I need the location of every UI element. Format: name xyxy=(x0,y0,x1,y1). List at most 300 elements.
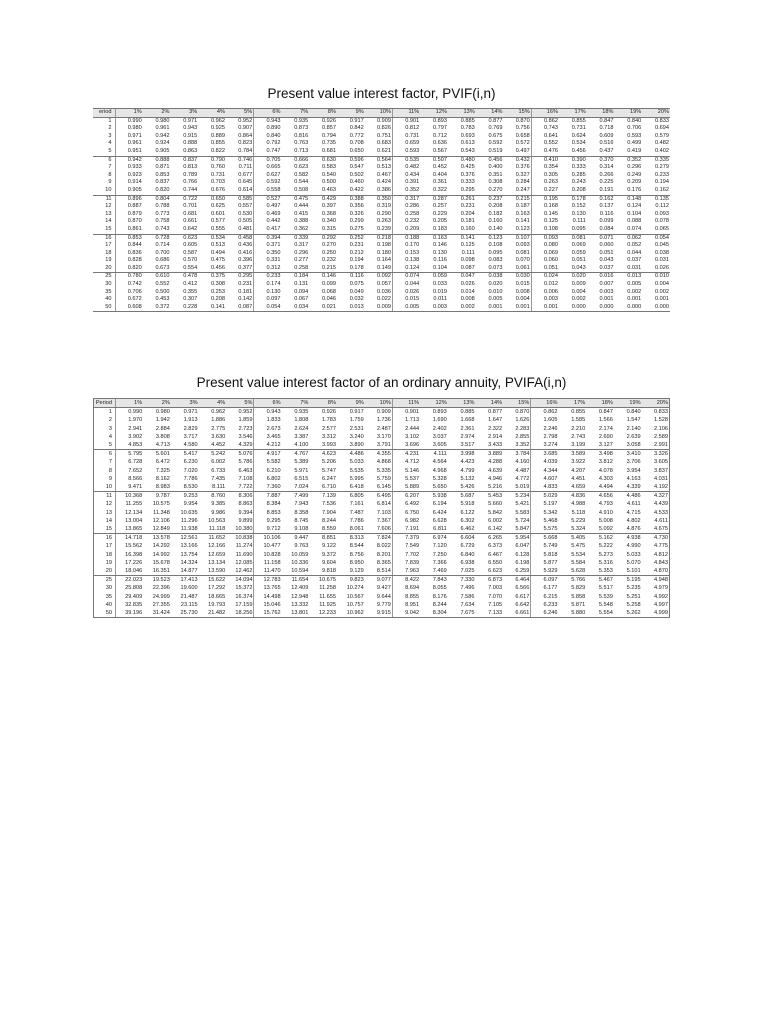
factor-cell: 0.756 xyxy=(515,125,530,132)
factor-cell: 5.076 xyxy=(238,451,253,458)
factor-cell: 0.873 xyxy=(294,125,309,132)
factor-cell: 3.037 xyxy=(432,433,447,440)
factor-cell: 6.424 xyxy=(432,509,447,516)
factor-cell: 0.475 xyxy=(294,195,309,202)
period-cell: 30 xyxy=(105,281,112,288)
factor-cell: 0.951 xyxy=(115,148,143,156)
factor-cell: 0.141 xyxy=(515,218,530,225)
factor-cell: 13.865 xyxy=(116,525,144,534)
factor-cell: 11.470 xyxy=(254,567,282,576)
factor-cell: 0.350 xyxy=(377,195,391,202)
factor-cell: 0.665 xyxy=(254,164,282,172)
factor-cell: 0.377 xyxy=(226,265,254,273)
period-cell: 35 xyxy=(105,288,112,295)
factor-cell: 0.424 xyxy=(377,179,391,186)
factor-cell: 9.108 xyxy=(282,525,310,534)
factor-cell: 4.997 xyxy=(654,601,668,608)
factor-cell: 3.784 xyxy=(515,451,530,458)
factor-cell: 9.129 xyxy=(337,567,365,576)
factor-cell: 0.314 xyxy=(599,164,614,171)
factor-cell: 8.694 xyxy=(392,584,420,592)
factor-cell: 2.974 xyxy=(460,433,475,440)
factor-cell: 0.049 xyxy=(349,288,364,295)
factor-cell: 9.471 xyxy=(116,483,144,492)
factor-cell: 0.746 xyxy=(238,156,253,163)
factor-cell: 0.034 xyxy=(282,304,310,312)
rate-column-header: 3% xyxy=(171,109,199,118)
factor-cell: 4.494 xyxy=(586,483,614,492)
factor-cell: 9.295 xyxy=(254,517,282,525)
factor-cell: 0.011 xyxy=(433,296,447,303)
factor-cell: 0.350 xyxy=(254,250,282,258)
factor-cell: 0.371 xyxy=(254,242,282,250)
period-cell: 25 xyxy=(105,577,112,584)
factor-cell: 2.246 xyxy=(531,425,559,433)
factor-cell: 0.292 xyxy=(322,234,336,241)
factor-cell: 1.913 xyxy=(183,417,198,424)
factor-cell: 8.983 xyxy=(143,483,171,492)
factor-cell: 0.376 xyxy=(515,164,530,171)
factor-cell: 0.887 xyxy=(115,203,143,211)
factor-cell: 0.901 xyxy=(392,408,420,417)
factor-cell: 0.209 xyxy=(627,179,642,186)
rate-column-header: 10% xyxy=(365,109,393,118)
factor-cell: 11.348 xyxy=(153,509,170,516)
factor-cell: 0.871 xyxy=(155,164,170,171)
factor-cell: 0.131 xyxy=(294,281,309,288)
factor-cell: 0.864 xyxy=(238,132,253,139)
table-row xyxy=(93,172,670,180)
factor-cell: 4.910 xyxy=(598,509,613,516)
factor-cell: 0.005 xyxy=(627,281,642,288)
factor-cell: 0.277 xyxy=(294,257,309,264)
factor-cell: 0.735 xyxy=(322,140,336,147)
factor-cell: 0.037 xyxy=(627,257,642,264)
factor-cell: 9.372 xyxy=(322,551,336,558)
factor-cell: 3.998 xyxy=(460,451,475,458)
factor-cell: 1.759 xyxy=(349,417,364,424)
factor-cell: 2.775 xyxy=(211,425,226,432)
factor-cell: 3.517 xyxy=(448,441,476,450)
rate-column-header: 5% xyxy=(226,399,254,408)
factor-cell: 4.675 xyxy=(642,525,670,534)
factor-cell: 3.993 xyxy=(309,441,337,450)
factor-cell: 2.639 xyxy=(626,433,641,440)
factor-cell: 10.567 xyxy=(346,593,364,600)
factor-cell: 9.712 xyxy=(254,525,282,534)
factor-cell: 3.127 xyxy=(586,441,614,450)
factor-cell: 0.060 xyxy=(599,242,614,249)
factor-cell: 0.083 xyxy=(488,257,503,264)
factor-cell: 0.917 xyxy=(349,117,364,124)
table-row xyxy=(94,584,670,592)
factor-cell: 8.760 xyxy=(211,493,226,500)
factor-cell: 0.149 xyxy=(365,265,393,273)
factor-cell: 0.026 xyxy=(393,289,421,297)
factor-cell: 0.037 xyxy=(587,265,615,273)
period-cell: 17 xyxy=(105,242,112,249)
factor-cell: 0.836 xyxy=(115,250,143,258)
factor-cell: 0.453 xyxy=(155,296,170,303)
factor-cell: 0.961 xyxy=(115,140,143,148)
factor-cell: 0.543 xyxy=(448,148,476,156)
factor-cell: 8.422 xyxy=(392,576,420,585)
factor-cell: 8.201 xyxy=(376,551,391,558)
factor-cell: 0.434 xyxy=(393,172,421,180)
factor-cell: 6.623 xyxy=(475,567,503,576)
factor-cell: 0.675 xyxy=(488,132,503,139)
factor-cell: 3.589 xyxy=(571,451,586,458)
factor-cell: 7.839 xyxy=(392,559,420,567)
rate-column-header: 12% xyxy=(420,399,448,408)
factor-cell: 0.962 xyxy=(211,409,226,416)
period-cell: 9 xyxy=(108,179,112,186)
factor-cell: 0.326 xyxy=(349,210,364,217)
factor-cell: 0.081 xyxy=(515,249,530,256)
factor-cell: 14.292 xyxy=(152,543,170,550)
factor-cell: 0.587 xyxy=(183,249,198,256)
table-row xyxy=(93,133,670,141)
factor-cell: 0.456 xyxy=(488,156,503,163)
factor-cell: 3.170 xyxy=(376,433,391,440)
factor-cell: 11.655 xyxy=(319,593,336,600)
factor-cell: 4.988 xyxy=(571,501,586,508)
factor-cell: 6.002 xyxy=(211,459,226,466)
factor-cell: 4.799 xyxy=(460,467,475,474)
factor-cell: 0.585 xyxy=(238,195,253,202)
factor-cell: 2.487 xyxy=(376,425,391,432)
factor-cell: 0.497 xyxy=(254,203,282,211)
factor-cell: 11.274 xyxy=(235,543,253,550)
table-row xyxy=(93,148,670,156)
factor-cell: 0.681 xyxy=(309,148,337,156)
factor-cell: 5.033 xyxy=(626,551,641,558)
factor-cell: 0.388 xyxy=(294,218,309,225)
factor-cell: 7.536 xyxy=(322,501,336,508)
table-row xyxy=(93,265,670,273)
factor-cell: 1.690 xyxy=(432,417,447,424)
period-cell: 7 xyxy=(108,459,112,466)
factor-cell: 0.352 xyxy=(627,156,642,163)
table-row xyxy=(93,179,670,187)
rate-column-header: 11% xyxy=(393,109,421,118)
factor-cell: 7.379 xyxy=(392,534,420,543)
factor-cell: 7.105 xyxy=(488,601,503,608)
factor-cell: 12.134 xyxy=(116,509,144,517)
factor-cell: 7.487 xyxy=(349,509,364,516)
factor-cell: 3.954 xyxy=(626,467,641,474)
factor-cell: 7.330 xyxy=(460,577,475,584)
factor-cell: 0.642 xyxy=(171,226,199,234)
factor-cell: 5.229 xyxy=(571,517,586,524)
factor-cell: 0.706 xyxy=(115,289,143,297)
period-cell: 5 xyxy=(93,148,115,156)
factor-cell: 10.336 xyxy=(291,559,309,566)
factor-cell: 0.019 xyxy=(433,288,447,295)
factor-cell: 0.078 xyxy=(655,218,669,225)
factor-cell: 5.197 xyxy=(531,500,559,508)
factor-cell: 0.658 xyxy=(515,132,530,139)
factor-cell: 0.231 xyxy=(238,281,253,288)
table-row xyxy=(93,140,670,148)
factor-cell: 4.329 xyxy=(226,441,254,450)
period-cell: 8 xyxy=(108,467,112,474)
factor-cell: 0.828 xyxy=(115,257,143,265)
factor-cell: 0.458 xyxy=(238,234,253,241)
factor-cell: 0.905 xyxy=(115,187,143,195)
factor-cell: 2.624 xyxy=(294,425,309,432)
factor-cell: 0.339 xyxy=(294,234,309,241)
factor-cell: 6.642 xyxy=(515,601,530,608)
factor-cell: 5.262 xyxy=(614,609,642,618)
factor-cell: 6.617 xyxy=(515,593,530,600)
factor-cell: 0.823 xyxy=(238,140,253,147)
factor-cell: 8.061 xyxy=(337,525,365,534)
factor-cell: 0.270 xyxy=(322,242,336,249)
factor-cell: 1.942 xyxy=(155,417,170,424)
period-cell: 16 xyxy=(105,234,112,241)
table-row xyxy=(93,218,670,226)
factor-cell: 0.099 xyxy=(599,218,614,225)
factor-cell: 0.218 xyxy=(377,234,391,241)
factor-cell: 0.610 xyxy=(155,273,170,280)
factor-cell: 0.001 xyxy=(504,304,532,312)
factor-cell: 0.412 xyxy=(183,281,198,288)
period-cell: 15 xyxy=(93,226,115,234)
factor-cell: 0.980 xyxy=(155,409,170,416)
table-row xyxy=(94,475,670,483)
factor-cell: 18.665 xyxy=(208,593,226,600)
factor-cell: 12.462 xyxy=(226,567,254,576)
factor-cell: 0.014 xyxy=(460,288,475,295)
table-row xyxy=(94,559,670,567)
table-row xyxy=(94,483,670,492)
factor-cell: 9.394 xyxy=(238,509,253,516)
factor-cell: 5.342 xyxy=(531,509,559,517)
factor-cell: 0.700 xyxy=(155,249,170,256)
factor-cell: 0.123 xyxy=(504,226,532,234)
factor-cell: 0.069 xyxy=(571,242,586,249)
factor-cell: 6.974 xyxy=(432,535,447,542)
factor-cell: 0.070 xyxy=(515,257,530,264)
factor-cell: 5.453 xyxy=(488,493,503,500)
period-cell: 11 xyxy=(106,493,112,500)
factor-cell: 0.208 xyxy=(559,187,587,195)
factor-cell: 0.130 xyxy=(433,249,447,256)
factor-cell: 4.802 xyxy=(626,517,641,524)
factor-cell: 2.673 xyxy=(254,425,282,433)
factor-cell: 6.802 xyxy=(254,475,282,483)
factor-cell: 11.158 xyxy=(254,559,282,567)
factor-cell: 6.177 xyxy=(531,584,559,592)
factor-cell: 0.080 xyxy=(531,242,559,250)
factor-cell: 0.170 xyxy=(393,242,421,250)
period-cell: 6 xyxy=(108,156,112,163)
factor-cell: 6.198 xyxy=(515,559,530,566)
factor-cell: 4.212 xyxy=(254,441,282,450)
factor-cell: 4.423 xyxy=(460,459,475,466)
factor-cell: 4.486 xyxy=(626,493,641,500)
factor-cell: 0.731 xyxy=(571,125,586,132)
table-row xyxy=(93,289,670,297)
factor-cell: 0.010 xyxy=(488,288,503,295)
factor-cell: 0.227 xyxy=(531,187,559,195)
table-row xyxy=(93,125,670,133)
factor-cell: 14.324 xyxy=(180,559,198,566)
factor-cell: 0.006 xyxy=(531,289,559,297)
factor-cell: 8.244 xyxy=(432,601,447,608)
pvifa-title: Present value interest factor of an ordinary annuity, PVIFA(i,n) xyxy=(196,375,567,390)
factor-cell: 0.855 xyxy=(571,409,586,416)
factor-cell: 0.990 xyxy=(116,408,144,417)
factor-cell: 4.100 xyxy=(282,441,310,450)
factor-cell: 6.302 xyxy=(460,517,475,524)
factor-cell: 5.650 xyxy=(420,483,448,492)
factor-cell: 0.952 xyxy=(238,117,253,124)
period-cell: 1 xyxy=(108,117,112,124)
factor-cell: 6.230 xyxy=(183,459,198,466)
factor-cell: 6.814 xyxy=(376,501,391,508)
factor-cell: 5.584 xyxy=(571,559,586,566)
factor-cell: 5.426 xyxy=(448,483,476,492)
factor-cell: 14.877 xyxy=(171,567,199,576)
factor-cell: 0.909 xyxy=(376,409,391,416)
table-row xyxy=(94,509,670,517)
factor-cell: 0.004 xyxy=(515,296,530,303)
factor-cell: 0.613 xyxy=(460,140,475,147)
factor-cell: 0.036 xyxy=(377,288,391,295)
factor-cell: 0.286 xyxy=(393,203,421,211)
factor-cell: 0.005 xyxy=(488,296,503,303)
pvifa-section xyxy=(93,368,670,618)
factor-cell: 0.552 xyxy=(155,281,170,288)
factor-cell: 0.004 xyxy=(571,288,586,295)
factor-cell: 0.812 xyxy=(393,125,421,133)
rate-column-header: 2% xyxy=(143,399,171,408)
factor-cell: 0.463 xyxy=(309,187,337,195)
factor-cell: 0.116 xyxy=(350,273,364,280)
factor-cell: 0.731 xyxy=(211,171,225,178)
factor-cell: 0.125 xyxy=(460,242,475,249)
period-cell: 17 xyxy=(105,543,112,550)
factor-cell: 24.999 xyxy=(152,593,170,600)
factor-cell: 8.176 xyxy=(432,593,447,600)
factor-cell: 3.274 xyxy=(531,441,559,450)
factor-cell: 0.540 xyxy=(322,171,336,178)
factor-cell: 5.786 xyxy=(238,459,253,466)
factor-cell: 14.094 xyxy=(235,577,253,584)
factor-cell: 0.233 xyxy=(655,171,669,178)
factor-cell: 10.059 xyxy=(291,551,309,558)
factor-cell: 11.255 xyxy=(116,500,144,508)
factor-cell: 0.728 xyxy=(155,234,170,241)
factor-cell: 0.917 xyxy=(349,409,364,416)
factor-cell: 0.853 xyxy=(115,234,143,242)
factor-cell: 22.023 xyxy=(116,576,144,585)
period-cell: 20 xyxy=(93,265,115,273)
table-row xyxy=(93,195,670,203)
factor-cell: 4.713 xyxy=(143,441,171,450)
factor-cell: 5.929 xyxy=(531,567,559,576)
factor-cell: 0.855 xyxy=(571,117,586,124)
factor-cell: 0.233 xyxy=(254,273,282,281)
factor-cell: 8.950 xyxy=(349,559,364,566)
table-row xyxy=(94,450,670,459)
period-cell: 13 xyxy=(105,509,112,516)
factor-cell: 0.792 xyxy=(254,140,282,148)
factor-cell: 6.207 xyxy=(392,492,420,501)
factor-cell: 0.572 xyxy=(515,140,530,147)
period-cell: 20 xyxy=(94,567,116,576)
rate-column-header: 20% xyxy=(642,109,670,118)
factor-cell: 0.163 xyxy=(433,234,447,241)
factor-cell: 6.464 xyxy=(515,577,530,584)
factor-cell: 0.482 xyxy=(655,140,669,147)
factor-cell: 12.849 xyxy=(143,525,171,534)
factor-cell: 0.870 xyxy=(115,218,143,226)
factor-cell: 0.494 xyxy=(211,249,225,256)
factor-cell: 0.534 xyxy=(571,140,586,147)
period-cell: 18 xyxy=(105,249,112,256)
factor-cell: 13.801 xyxy=(282,609,310,618)
factor-cell: 0.243 xyxy=(571,179,586,186)
factor-cell: 0.044 xyxy=(393,281,421,289)
factor-cell: 0.375 xyxy=(211,273,225,280)
factor-cell: 2.283 xyxy=(515,425,530,432)
factor-cell: 0.162 xyxy=(599,195,614,202)
factor-cell: 0.826 xyxy=(377,125,391,132)
factor-cell: 0.075 xyxy=(349,281,364,288)
factor-cell: 11.654 xyxy=(291,577,309,584)
factor-cell: 7.435 xyxy=(211,475,226,482)
factor-cell: 0.022 xyxy=(377,296,391,303)
factor-cell: 0.592 xyxy=(488,140,503,147)
factor-cell: 0.000 xyxy=(642,304,670,312)
factor-cell: 0.209 xyxy=(393,226,421,234)
factor-cell: 0.354 xyxy=(531,164,559,172)
factor-cell: 4.812 xyxy=(654,551,668,558)
factor-cell: 5.008 xyxy=(598,517,613,524)
factor-cell: 0.816 xyxy=(294,132,309,139)
factor-cell: 0.404 xyxy=(433,171,447,178)
factor-cell: 4.078 xyxy=(598,467,613,474)
factor-cell: 0.305 xyxy=(531,172,559,180)
factor-cell: 0.043 xyxy=(599,257,614,264)
factor-cell: 0.513 xyxy=(211,242,225,249)
factor-cell: 0.582 xyxy=(294,171,309,178)
factor-cell: 0.980 xyxy=(155,117,170,124)
factor-cell: 0.168 xyxy=(531,203,559,211)
factor-cell: 6.247 xyxy=(322,475,336,482)
factor-cell: 0.146 xyxy=(322,273,336,280)
factor-cell: 11.938 xyxy=(171,525,199,534)
factor-cell: 0.009 xyxy=(365,304,393,312)
factor-cell: 0.031 xyxy=(615,265,643,273)
factor-cell: 3.812 xyxy=(598,459,613,466)
factor-cell: 1.736 xyxy=(376,417,391,424)
factor-cell: 15.046 xyxy=(254,601,282,609)
factor-cell: 0.002 xyxy=(627,288,642,295)
factor-cell: 0.013 xyxy=(337,304,365,312)
factor-cell: 0.840 xyxy=(626,409,641,416)
factor-cell: 3.199 xyxy=(559,441,587,450)
factor-cell: 8.306 xyxy=(238,493,253,500)
factor-cell: 9.253 xyxy=(183,493,198,500)
factor-cell: 0.623 xyxy=(294,164,309,171)
factor-cell: 0.111 xyxy=(461,249,475,256)
factor-cell: 0.636 xyxy=(433,140,447,147)
table-row xyxy=(94,408,670,417)
